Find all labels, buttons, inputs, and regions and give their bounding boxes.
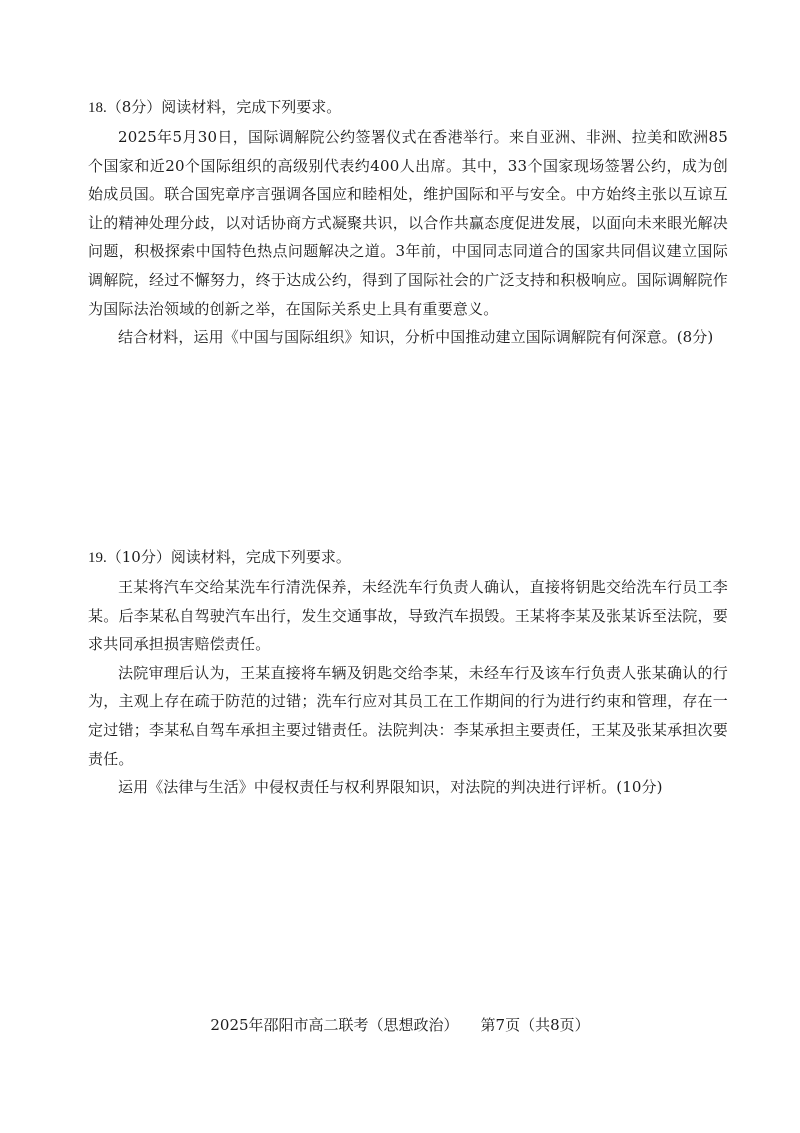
question-instruction: 阅读材料，完成下列要求。 [170, 548, 351, 566]
question-18 [88, 92, 728, 352]
question-number: 18. [88, 100, 107, 116]
question-number: 19. [88, 550, 107, 566]
question-points: （8分） [106, 98, 162, 116]
footer-exam-title: 2025年邵阳市高二联考（思想政治） [210, 1016, 459, 1034]
question-19 [88, 542, 728, 802]
question-task: 运用《法律与生活》中侵权责任与权利界限知识，对法院的判决进行评析。(10分) [118, 778, 663, 797]
material-paragraph: 2025年5月30日，国际调解院公约签署仪式在香港举行。来自亚洲、非洲、拉美和欧洲85个国家和近20个国际组织的高级别代表约400人出席。其中，33个国家现场签署公约，成为创始成员国。联合国宪章序言强调各国应和睦相处，维护国际和平与安全。中方始终主张以互谅互让的精神处理分歧，以对话协商方式凝聚共识，以合作共赢态度促进发展，以面向未来眼光解决问题，积极探索中国特色热点问题解决之道。3年前，中国同志同道合的国家共同倡议建立国际调解院，经过不懈努力，终于达成公约，得到了国际社会的广泛支持和积极响应。国际调解院作为国际法治领域的创新之举，在国际关系史上具有重要意义。 [88, 128, 728, 318]
question-task: 结合材料，运用《中国与国际组织》知识，分析中国推动建立国际调解院有何深意。(8分) [118, 328, 714, 347]
question-points: （10分） [106, 548, 171, 566]
question-instruction: 阅读材料，完成下列要求。 [161, 98, 342, 116]
page-footer [0, 1013, 800, 1037]
material-paragraph: 王某将汽车交给某洗车行清洗保养，未经洗车行负责人确认，直接将钥匙交给洗车行员工李某。后李某私自驾驶汽车出行，发生交通事故，导致汽车损毁。王某将李某及张某诉至法院，要求共同承担损害赔偿责任。 [88, 578, 728, 654]
question-header [88, 92, 728, 123]
question-header [88, 542, 728, 573]
footer-page-number: 第7页（共8页） [480, 1016, 590, 1034]
material-paragraph: 法院审理后认为，王某直接将车辆及钥匙交给李某，未经车行及该车行负责人张某确认的行为，主观上存在疏于防范的过错；洗车行应对其员工在工作期间的行为进行约束和管理，存在一定过错；李某私自驾车承担主要过错责任。法院判决：李某承担主要责任，王某及张某承担次要责任。 [88, 663, 728, 768]
